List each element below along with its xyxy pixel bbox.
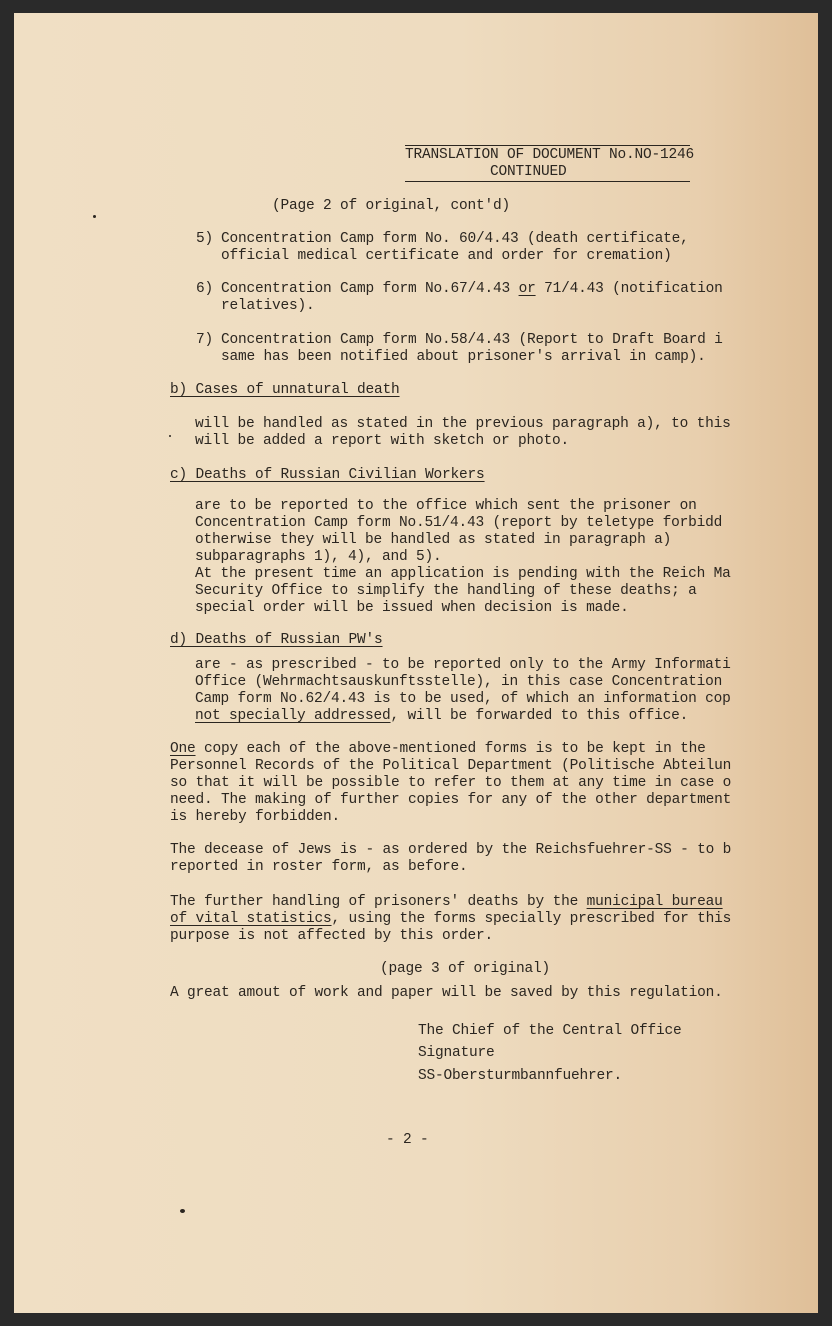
- page-3-reference: (page 3 of original): [380, 961, 551, 977]
- item-6-text-a: Concentration Camp form No.67/4.43: [221, 281, 519, 297]
- section-d-heading: d) Deaths of Russian PW's: [170, 632, 383, 648]
- section-d-line-2: Office (Wehrmachtsauskunftsstelle), in this case Concentration: [195, 674, 723, 690]
- section-b-line-2: will be added a report with sketch or photo.: [195, 433, 570, 449]
- header-top-rule: [405, 145, 690, 146]
- item-6-line-2: relatives).: [221, 298, 315, 314]
- item-6-number: 6): [196, 281, 214, 297]
- header-title: TRANSLATION OF DOCUMENT No.NO-1246: [405, 147, 695, 163]
- para-further-line-2: [170, 911, 731, 928]
- para-further-text-b: , using the forms specially prescribed for this: [331, 911, 732, 927]
- page-number: - 2 -: [386, 1132, 429, 1148]
- para-one-first-word: One: [170, 741, 196, 757]
- section-d-line-3: Camp form No.62/4.43 is to be used, of which an information cop: [195, 691, 731, 707]
- section-d-line-4: [195, 708, 688, 725]
- para-further-line-3: purpose is not affected by this order.: [170, 928, 494, 944]
- section-c-heading: c) Deaths of Russian Civilian Workers: [170, 467, 485, 483]
- header-continued: CONTINUED: [490, 164, 567, 180]
- header-bottom-rule: [405, 181, 690, 182]
- item-6-line-1: [221, 281, 723, 298]
- para-jews-line-2: reported in roster form, as before.: [170, 859, 468, 875]
- margin-mark: [169, 435, 171, 437]
- para-one-line-2: Personnel Records of the Political Department (Politische Abteilun: [170, 758, 732, 774]
- para-one-line-4: need. The making of further copies for any of the other department: [170, 792, 732, 808]
- item-7-line-1: Concentration Camp form No.58/4.43 (Report to Draft Board i: [221, 332, 723, 348]
- document-page: [14, 13, 818, 1313]
- signature-label: Signature: [418, 1045, 495, 1061]
- section-c-line-5: At the present time an application is pending with the Reich Ma: [195, 566, 731, 582]
- section-c-line-2: Concentration Camp form No.51/4.43 (report by teletype forbidd: [195, 515, 723, 531]
- section-b-heading: b) Cases of unnatural death: [170, 382, 400, 398]
- section-c-line-7: special order will be issued when decision is made.: [195, 600, 629, 616]
- para-further-underline-2: of vital statistics: [170, 911, 332, 927]
- item-5-line-1: Concentration Camp form No. 60/4.43 (death certificate,: [221, 231, 689, 247]
- para-one-line-1: [170, 741, 706, 758]
- section-b-line-1: will be handled as stated in the previous paragraph a), to this: [195, 416, 731, 432]
- section-d-line-1: are - as prescribed - to be reported only to the Army Informati: [195, 657, 731, 673]
- item-7-number: 7): [196, 332, 214, 348]
- para-further-underline-1: municipal bureau: [586, 894, 723, 910]
- margin-mark: [180, 1209, 185, 1213]
- para-further-text-a: The further handling of prisoners' deaths by the: [170, 894, 587, 910]
- para-one-line-1-rest: copy each of the above-mentioned forms is to be kept in the: [195, 741, 706, 757]
- para-one-line-5: is hereby forbidden.: [170, 809, 341, 825]
- section-c-line-1: are to be reported to the office which sent the prisoner on: [195, 498, 697, 514]
- item-5-line-2: official medical certificate and order for cremation): [221, 248, 672, 264]
- margin-mark: [93, 215, 96, 218]
- section-c-line-6: Security Office to simplify the handling of these deaths; a: [195, 583, 697, 599]
- signature-title: The Chief of the Central Office: [418, 1023, 682, 1039]
- signature-rank: SS-Obersturmbannfuehrer.: [418, 1068, 623, 1084]
- item-7-line-2: same has been notified about prisoner's arrival in camp).: [221, 349, 706, 365]
- para-further-line-1: [170, 894, 723, 911]
- para-one-line-3: so that it will be possible to refer to them at any time in case o: [170, 775, 732, 791]
- section-c-line-4: subparagraphs 1), 4), and 5).: [195, 549, 442, 565]
- section-c-line-3: otherwise they will be handled as stated in paragraph a): [195, 532, 672, 548]
- item-5-number: 5): [196, 231, 214, 247]
- page-3-line: A great amout of work and paper will be saved by this regulation.: [170, 985, 723, 1001]
- item-6-text-b: 71/4.43 (notification: [535, 281, 723, 297]
- section-d-underlined: not specially addressed: [195, 708, 391, 724]
- para-jews-line-1: The decease of Jews is - as ordered by the Reichsfuehrer-SS - to b: [170, 842, 732, 858]
- item-6-or: or: [518, 281, 536, 297]
- section-d-rest: , will be forwarded to this office.: [390, 708, 689, 724]
- page-reference: (Page 2 of original, cont'd): [272, 198, 511, 214]
